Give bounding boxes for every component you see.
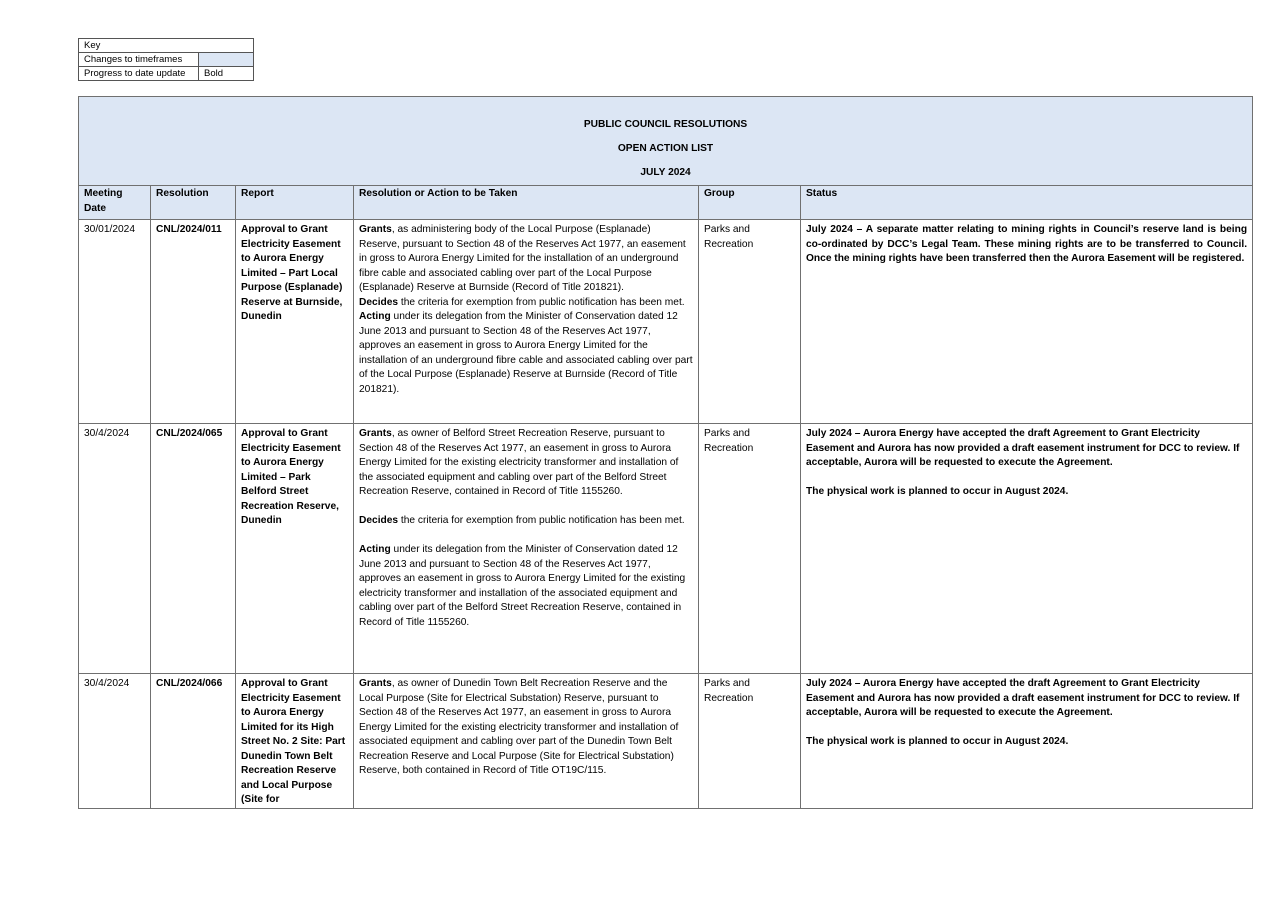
- key-legend: [78, 38, 254, 81]
- table-title-block: [79, 97, 1253, 186]
- resolutions-table: [78, 96, 1253, 809]
- report-title: [236, 674, 354, 809]
- action-text: [354, 424, 699, 674]
- action-lead: Grants: [359, 224, 392, 235]
- col-action: Resolution or Action to be Taken: [354, 186, 699, 220]
- action-text: [354, 674, 699, 809]
- action-text: [354, 220, 699, 424]
- group: Parks and Recreation: [699, 424, 801, 674]
- page-title: PUBLIC COUNCIL RESOLUTIONS: [583, 119, 748, 130]
- col-resolution: Resolution: [151, 186, 236, 220]
- table-row: [79, 220, 1253, 424]
- action-lead: Grants: [359, 678, 392, 689]
- column-header-row: [79, 186, 1253, 220]
- key-value-progress: Bold: [199, 67, 254, 81]
- action-lead: Decides: [359, 515, 399, 526]
- group: Parks and Recreation: [699, 220, 801, 424]
- action-lead: Acting: [359, 544, 391, 555]
- col-report: Report: [236, 186, 354, 220]
- table-row: [79, 674, 1253, 809]
- resolution-id: CNL/2024/066: [151, 674, 236, 809]
- col-meeting-date: Meeting Date: [79, 186, 151, 220]
- meeting-date: 30/4/2024: [79, 424, 151, 674]
- meeting-date: 30/01/2024: [79, 220, 151, 424]
- status-text: [801, 674, 1253, 809]
- page-subtitle: OPEN ACTION LIST: [617, 143, 714, 154]
- report-title: Approval to Grant Electricity Easement to Aurora Energy Limited – Part Local Purpose (Esplanade) Reserve at Burnside, Dunedin: [236, 220, 354, 424]
- action-body: under its delegation from the Minister of Conservation dated 12 June 2013 and pursuant to Section 48 of the Reserves Act 1977, approves an easement in gross to Aurora Energy Limited for the existing electricity transformer and installation of the associated equipment and cabling over part of the Belford Street Recreation Reserve, contained in Record of Title 1155260.: [359, 544, 686, 628]
- action-body: , as administering body of the Local Purpose (Esplanade) Reserve, pursuant to Section 48 of the Reserves Act 1977, an easement in gross to Aurora Energy Limited for the installation of an underground fibre cable and associated cabling over part of the Local Purpose (Esplanade) Reserve at Burnside (Record of Title 201821).: [359, 224, 686, 293]
- status-paragraph: The physical work is planned to occur in August 2024.: [806, 486, 1069, 497]
- action-body: , as owner of Belford Street Recreation Reserve, pursuant to Section 48 of the Reserves Act 1977, an easement in gross to Aurora Energy Limited for the existing electricity transformer and installation of the associated equipment and cabling over part of the Belford Street Recreation Reserve, contained in Record of Title 1155260.: [359, 428, 679, 497]
- col-status: Status: [801, 186, 1253, 220]
- key-label-timeframes: Changes to timeframes: [79, 53, 199, 67]
- action-body: , as owner of Dunedin Town Belt Recreation Reserve and the Local Purpose (Site for Electrical Substation) Reserve, pursuant to Section 48 of the Reserves Act 1977, an easement in gross to Aurora Energy Limited for the existing electricity transformer and installation of associated equipment and cabling over part of the Dunedin Town Belt Recreation Reserve and Local Purpose (Site for Electrical Substation) Reserve, both contained in Record of Title OT19C/115.: [359, 678, 679, 776]
- action-body: the criteria for exemption from public notification has been met.: [398, 296, 685, 308]
- col-group: Group: [699, 186, 801, 220]
- key-title: Key: [79, 39, 254, 53]
- action-lead: Grants: [359, 428, 392, 439]
- meeting-date: 30/4/2024: [79, 674, 151, 809]
- key-swatch-timeframes: [199, 53, 254, 67]
- action-lead: Acting: [359, 311, 391, 322]
- status-text: [801, 424, 1253, 674]
- status-paragraph: The physical work is planned to occur in August 2024.: [806, 736, 1069, 747]
- key-label-progress: Progress to date update: [79, 67, 199, 81]
- status-paragraph: July 2024 – Aurora Energy have accepted the draft Agreement to Grant Electricity Easement and Aurora has now provided a draft easement instrument for DCC to review. If acceptable, Aurora will be requested to execute the Agreement.: [806, 678, 1240, 718]
- resolution-id: CNL/2024/011: [151, 220, 236, 424]
- status-paragraph: July 2024 – Aurora Energy have accepted the draft Agreement to Grant Electricity Easement and Aurora has now provided a draft easement instrument for DCC to review. If acceptable, Aurora will be requested to execute the Agreement.: [806, 428, 1240, 468]
- report-title: Approval to Grant Electricity Easement to Aurora Energy Limited – Park Belford Street Recreation Reserve, Dunedin: [236, 424, 354, 674]
- status-text: [801, 220, 1253, 424]
- action-lead: Decides: [359, 296, 399, 308]
- status-paragraph: July 2024 – A separate matter relating to mining rights in Council’s reserve land is being co-ordinated by DCC’s Legal Team. These mining rights are to be transferred to Council. Once the mining rights have been transferred then the Aurora Easement will be registered.: [806, 224, 1248, 264]
- action-body: under its delegation from the Minister of Conservation dated 12 June 2013 and pursuant to Section 48 of the Reserves Act 1977, approves an easement in gross to Aurora Energy Limited for the installation of an underground fibre cable and associated cabling over part of the Local Purpose (Esplanade) Reserve at Burnside (Record of Title 201821).: [359, 311, 693, 395]
- resolution-id: CNL/2024/065: [151, 424, 236, 674]
- report-title-text: Approval to Grant Electricity Easement to Aurora Energy Limited for its High Street No. 2 Site: Part Dunedin Town Belt Recreation Reserve and Local Purpose (Site for: [241, 678, 346, 805]
- action-body: the criteria for exemption from public notification has been met.: [398, 515, 685, 526]
- page-period: JULY 2024: [640, 167, 691, 178]
- table-row: [79, 424, 1253, 674]
- group: Parks and Recreation: [699, 674, 801, 809]
